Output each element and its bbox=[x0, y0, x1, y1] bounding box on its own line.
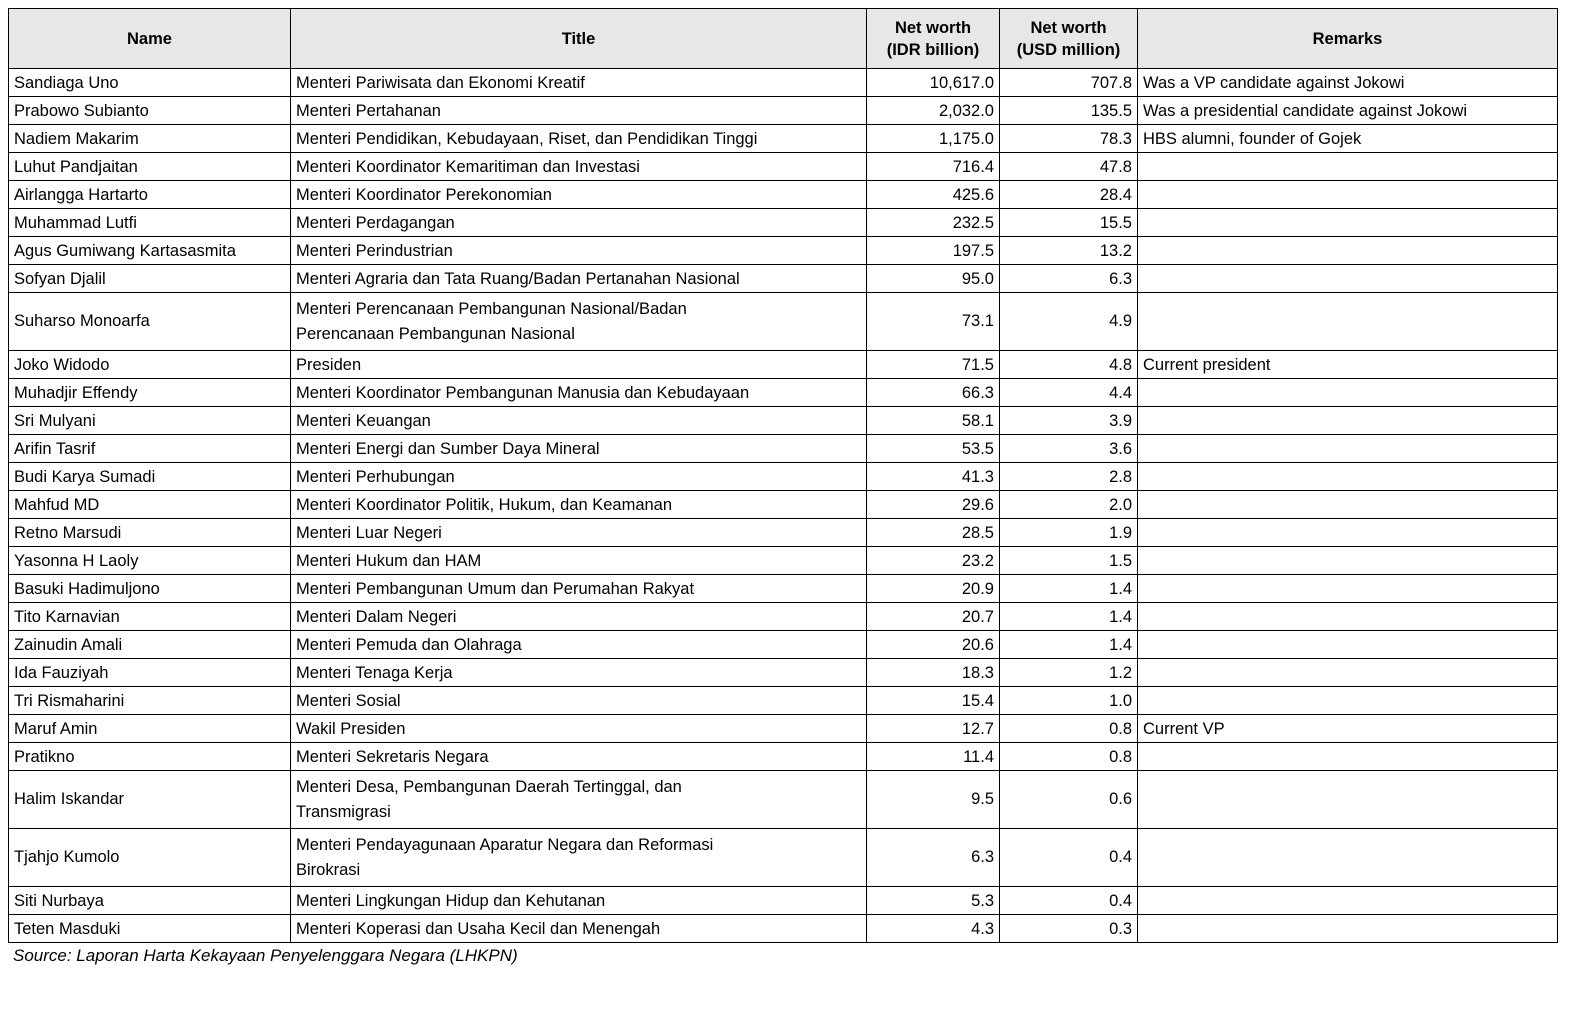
cell-net-worth-idr: 66.3 bbox=[867, 379, 1000, 407]
cell-net-worth-usd: 6.3 bbox=[1000, 265, 1138, 293]
table-row bbox=[9, 687, 1558, 715]
cell-name: Joko Widodo bbox=[9, 351, 291, 379]
cell-name: Arifin Tasrif bbox=[9, 435, 291, 463]
cell-title: Menteri Perindustrian bbox=[291, 237, 867, 265]
cell-net-worth-idr: 4.3 bbox=[867, 915, 1000, 943]
table-row bbox=[9, 97, 1558, 125]
table-container bbox=[8, 8, 1557, 967]
cell-title: Menteri Pemuda dan Olahraga bbox=[291, 631, 867, 659]
cell-net-worth-usd: 0.3 bbox=[1000, 915, 1138, 943]
cell-net-worth-idr: 20.6 bbox=[867, 631, 1000, 659]
cell-net-worth-idr: 12.7 bbox=[867, 715, 1000, 743]
cell-name: Zainudin Amali bbox=[9, 631, 291, 659]
cell-title: Menteri Pembangunan Umum dan Perumahan Rakyat bbox=[291, 575, 867, 603]
table-row bbox=[9, 631, 1558, 659]
table-row bbox=[9, 265, 1558, 293]
header-row bbox=[9, 9, 1558, 69]
cell-name: Pratikno bbox=[9, 743, 291, 771]
cell-name: Tito Karnavian bbox=[9, 603, 291, 631]
cell-name: Tri Rismaharini bbox=[9, 687, 291, 715]
cell-title: Menteri Desa, Pembangunan Daerah Tertinggal, dan Transmigrasi bbox=[291, 771, 867, 829]
cell-name: Suharso Monoarfa bbox=[9, 293, 291, 351]
cell-remarks bbox=[1138, 743, 1558, 771]
cell-remarks bbox=[1138, 181, 1558, 209]
table-row bbox=[9, 69, 1558, 97]
cell-remarks: Current VP bbox=[1138, 715, 1558, 743]
cell-net-worth-idr: 6.3 bbox=[867, 829, 1000, 887]
cell-remarks bbox=[1138, 915, 1558, 943]
cell-net-worth-usd: 0.8 bbox=[1000, 715, 1138, 743]
cell-title: Menteri Koperasi dan Usaha Kecil dan Menengah bbox=[291, 915, 867, 943]
table-row bbox=[9, 915, 1558, 943]
cell-name: Halim Iskandar bbox=[9, 771, 291, 829]
cell-name: Basuki Hadimuljono bbox=[9, 575, 291, 603]
cell-net-worth-usd: 1.2 bbox=[1000, 659, 1138, 687]
table-row bbox=[9, 743, 1558, 771]
cell-remarks bbox=[1138, 293, 1558, 351]
cell-net-worth-usd: 4.8 bbox=[1000, 351, 1138, 379]
cell-net-worth-usd: 1.9 bbox=[1000, 519, 1138, 547]
cell-remarks bbox=[1138, 575, 1558, 603]
table-row bbox=[9, 237, 1558, 265]
cell-title: Menteri Agraria dan Tata Ruang/Badan Pertanahan Nasional bbox=[291, 265, 867, 293]
header-net-worth-usd: Net worth (USD million) bbox=[1000, 9, 1138, 69]
cell-remarks bbox=[1138, 519, 1558, 547]
cell-net-worth-usd: 0.8 bbox=[1000, 743, 1138, 771]
cell-title: Menteri Koordinator Politik, Hukum, dan Keamanan bbox=[291, 491, 867, 519]
cell-net-worth-usd: 15.5 bbox=[1000, 209, 1138, 237]
cell-net-worth-idr: 23.2 bbox=[867, 547, 1000, 575]
cell-net-worth-idr: 29.6 bbox=[867, 491, 1000, 519]
cell-name: Sofyan Djalil bbox=[9, 265, 291, 293]
cell-net-worth-usd: 4.4 bbox=[1000, 379, 1138, 407]
cell-remarks bbox=[1138, 435, 1558, 463]
table-row bbox=[9, 407, 1558, 435]
cell-net-worth-idr: 232.5 bbox=[867, 209, 1000, 237]
table-row bbox=[9, 491, 1558, 519]
cell-title: Menteri Pertahanan bbox=[291, 97, 867, 125]
table-row bbox=[9, 351, 1558, 379]
cell-name: Muhammad Lutfi bbox=[9, 209, 291, 237]
cell-net-worth-usd: 4.9 bbox=[1000, 293, 1138, 351]
cell-net-worth-idr: 5.3 bbox=[867, 887, 1000, 915]
cell-net-worth-usd: 1.4 bbox=[1000, 603, 1138, 631]
cell-remarks bbox=[1138, 407, 1558, 435]
cell-net-worth-usd: 3.9 bbox=[1000, 407, 1138, 435]
cell-net-worth-usd: 78.3 bbox=[1000, 125, 1138, 153]
cell-title: Menteri Pendayagunaan Aparatur Negara dan Reformasi Birokrasi bbox=[291, 829, 867, 887]
cell-remarks bbox=[1138, 687, 1558, 715]
cell-remarks bbox=[1138, 547, 1558, 575]
source-note: Source: Laporan Harta Kekayaan Penyelenggara Negara (LHKPN) bbox=[13, 946, 518, 965]
cell-remarks bbox=[1138, 237, 1558, 265]
cell-net-worth-usd: 135.5 bbox=[1000, 97, 1138, 125]
cell-name: Prabowo Subianto bbox=[9, 97, 291, 125]
cell-remarks bbox=[1138, 603, 1558, 631]
cell-net-worth-idr: 197.5 bbox=[867, 237, 1000, 265]
cell-name: Sandiaga Uno bbox=[9, 69, 291, 97]
cell-name: Luhut Pandjaitan bbox=[9, 153, 291, 181]
cell-title: Menteri Luar Negeri bbox=[291, 519, 867, 547]
cell-name: Siti Nurbaya bbox=[9, 887, 291, 915]
cell-net-worth-idr: 716.4 bbox=[867, 153, 1000, 181]
header-remarks: Remarks bbox=[1138, 9, 1558, 69]
cell-net-worth-idr: 53.5 bbox=[867, 435, 1000, 463]
cell-title: Menteri Lingkungan Hidup dan Kehutanan bbox=[291, 887, 867, 915]
cell-name: Airlangga Hartarto bbox=[9, 181, 291, 209]
cell-title: Menteri Sosial bbox=[291, 687, 867, 715]
table-row bbox=[9, 603, 1558, 631]
cell-net-worth-idr: 20.9 bbox=[867, 575, 1000, 603]
cell-net-worth-idr: 15.4 bbox=[867, 687, 1000, 715]
cell-name: Muhadjir Effendy bbox=[9, 379, 291, 407]
cell-title: Menteri Perencanaan Pembangunan Nasional/Badan Perencanaan Pembangunan Nasional bbox=[291, 293, 867, 351]
table-row bbox=[9, 125, 1558, 153]
cell-net-worth-usd: 2.0 bbox=[1000, 491, 1138, 519]
cell-remarks: Current president bbox=[1138, 351, 1558, 379]
cell-name: Retno Marsudi bbox=[9, 519, 291, 547]
cell-name: Agus Gumiwang Kartasasmita bbox=[9, 237, 291, 265]
table-row bbox=[9, 519, 1558, 547]
net-worth-table bbox=[8, 8, 1558, 943]
cell-title: Menteri Koordinator Perekonomian bbox=[291, 181, 867, 209]
table-row bbox=[9, 829, 1558, 887]
cell-net-worth-idr: 1,175.0 bbox=[867, 125, 1000, 153]
cell-remarks bbox=[1138, 631, 1558, 659]
cell-name: Tjahjo Kumolo bbox=[9, 829, 291, 887]
table-row bbox=[9, 715, 1558, 743]
cell-net-worth-usd: 1.4 bbox=[1000, 575, 1138, 603]
cell-title: Menteri Tenaga Kerja bbox=[291, 659, 867, 687]
table-row bbox=[9, 293, 1558, 351]
cell-net-worth-usd: 0.4 bbox=[1000, 887, 1138, 915]
cell-remarks: Was a presidential candidate against Jokowi bbox=[1138, 97, 1558, 125]
cell-net-worth-idr: 10,617.0 bbox=[867, 69, 1000, 97]
cell-net-worth-idr: 95.0 bbox=[867, 265, 1000, 293]
cell-name: Teten Masduki bbox=[9, 915, 291, 943]
cell-title: Menteri Sekretaris Negara bbox=[291, 743, 867, 771]
cell-net-worth-usd: 47.8 bbox=[1000, 153, 1138, 181]
cell-remarks bbox=[1138, 209, 1558, 237]
cell-net-worth-usd: 0.4 bbox=[1000, 829, 1138, 887]
table-row bbox=[9, 547, 1558, 575]
table-row bbox=[9, 771, 1558, 829]
cell-name: Budi Karya Sumadi bbox=[9, 463, 291, 491]
cell-remarks bbox=[1138, 887, 1558, 915]
table-row bbox=[9, 153, 1558, 181]
table-row bbox=[9, 435, 1558, 463]
cell-remarks bbox=[1138, 829, 1558, 887]
cell-title: Menteri Energi dan Sumber Daya Mineral bbox=[291, 435, 867, 463]
table-row bbox=[9, 463, 1558, 491]
cell-title: Menteri Perhubungan bbox=[291, 463, 867, 491]
cell-net-worth-idr: 28.5 bbox=[867, 519, 1000, 547]
cell-net-worth-usd: 1.5 bbox=[1000, 547, 1138, 575]
cell-title: Menteri Hukum dan HAM bbox=[291, 547, 867, 575]
table-row bbox=[9, 209, 1558, 237]
cell-net-worth-usd: 1.0 bbox=[1000, 687, 1138, 715]
cell-remarks bbox=[1138, 463, 1558, 491]
cell-net-worth-usd: 28.4 bbox=[1000, 181, 1138, 209]
cell-title: Menteri Dalam Negeri bbox=[291, 603, 867, 631]
cell-net-worth-idr: 9.5 bbox=[867, 771, 1000, 829]
cell-title: Menteri Koordinator Kemaritiman dan Investasi bbox=[291, 153, 867, 181]
cell-remarks bbox=[1138, 659, 1558, 687]
table-row bbox=[9, 659, 1558, 687]
cell-net-worth-idr: 425.6 bbox=[867, 181, 1000, 209]
cell-title: Wakil Presiden bbox=[291, 715, 867, 743]
cell-net-worth-usd: 2.8 bbox=[1000, 463, 1138, 491]
header-name: Name bbox=[9, 9, 291, 69]
cell-title: Menteri Koordinator Pembangunan Manusia dan Kebudayaan bbox=[291, 379, 867, 407]
cell-remarks bbox=[1138, 771, 1558, 829]
cell-net-worth-usd: 3.6 bbox=[1000, 435, 1138, 463]
table-row bbox=[9, 887, 1558, 915]
cell-remarks: HBS alumni, founder of Gojek bbox=[1138, 125, 1558, 153]
table-row bbox=[9, 181, 1558, 209]
cell-net-worth-idr: 2,032.0 bbox=[867, 97, 1000, 125]
cell-net-worth-idr: 58.1 bbox=[867, 407, 1000, 435]
cell-net-worth-usd: 0.6 bbox=[1000, 771, 1138, 829]
cell-net-worth-idr: 18.3 bbox=[867, 659, 1000, 687]
cell-name: Mahfud MD bbox=[9, 491, 291, 519]
cell-name: Maruf Amin bbox=[9, 715, 291, 743]
cell-name: Ida Fauziyah bbox=[9, 659, 291, 687]
cell-remarks bbox=[1138, 265, 1558, 293]
cell-remarks bbox=[1138, 153, 1558, 181]
header-net-worth-idr: Net worth (IDR billion) bbox=[867, 9, 1000, 69]
cell-name: Yasonna H Laoly bbox=[9, 547, 291, 575]
cell-title: Menteri Pariwisata dan Ekonomi Kreatif bbox=[291, 69, 867, 97]
cell-title: Menteri Keuangan bbox=[291, 407, 867, 435]
cell-name: Nadiem Makarim bbox=[9, 125, 291, 153]
cell-net-worth-idr: 41.3 bbox=[867, 463, 1000, 491]
cell-net-worth-idr: 71.5 bbox=[867, 351, 1000, 379]
table-row bbox=[9, 379, 1558, 407]
cell-net-worth-idr: 20.7 bbox=[867, 603, 1000, 631]
cell-name: Sri Mulyani bbox=[9, 407, 291, 435]
cell-net-worth-usd: 1.4 bbox=[1000, 631, 1138, 659]
cell-net-worth-idr: 73.1 bbox=[867, 293, 1000, 351]
cell-title: Presiden bbox=[291, 351, 867, 379]
cell-net-worth-idr: 11.4 bbox=[867, 743, 1000, 771]
cell-net-worth-usd: 707.8 bbox=[1000, 69, 1138, 97]
cell-title: Menteri Pendidikan, Kebudayaan, Riset, dan Pendidikan Tinggi bbox=[291, 125, 867, 153]
cell-remarks bbox=[1138, 379, 1558, 407]
cell-remarks bbox=[1138, 491, 1558, 519]
cell-net-worth-usd: 13.2 bbox=[1000, 237, 1138, 265]
cell-remarks: Was a VP candidate against Jokowi bbox=[1138, 69, 1558, 97]
table-row bbox=[9, 575, 1558, 603]
header-title: Title bbox=[291, 9, 867, 69]
cell-title: Menteri Perdagangan bbox=[291, 209, 867, 237]
